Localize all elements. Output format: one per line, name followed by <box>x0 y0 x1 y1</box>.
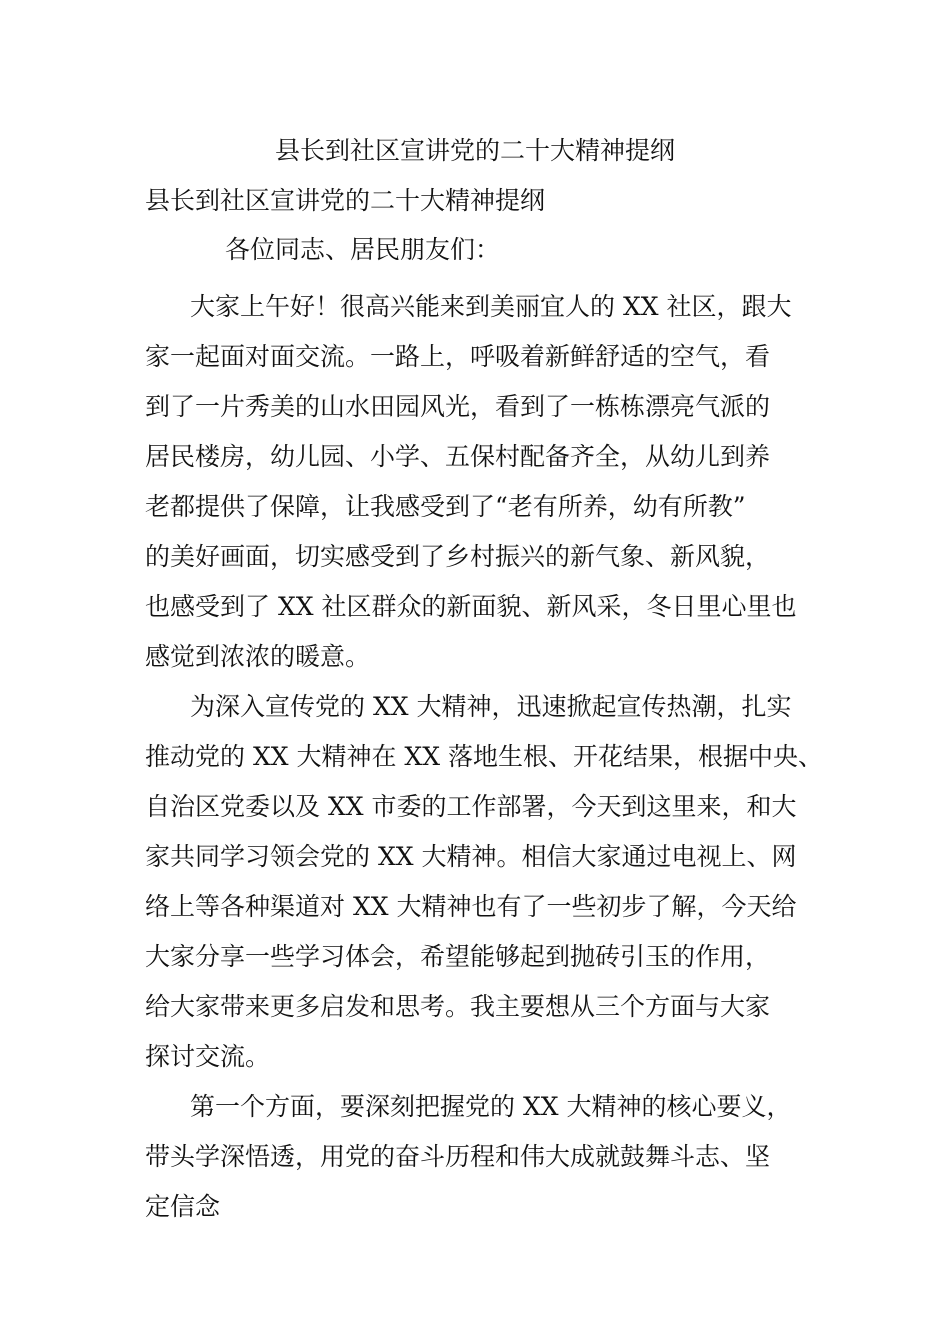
salutation: 各位同志、居民朋友们： <box>225 235 501 264</box>
paragraph-2 <box>145 682 835 1082</box>
paragraph-line: 的美好画面，切实感受到了乡村振兴的新气象、新风貌， <box>145 542 771 571</box>
document-title: 县长到社区宣讲党的二十大精神提纲 <box>274 136 675 165</box>
paragraph-1 <box>145 282 835 682</box>
paragraph-line: 带头学深悟透，用党的奋斗历程和伟大成就鼓舞斗志、坚 <box>145 1142 771 1171</box>
document-subtitle: 县长到社区宣讲党的二十大精神提纲 <box>145 186 546 215</box>
paragraph-line: 大家分享一些学习体会，希望能够起到抛砖引玉的作用， <box>145 942 771 971</box>
paragraph-line: 也感受到了 XX 社区群众的新面貌、新风采，冬日里心里也 <box>145 592 797 621</box>
paragraph-line: 到了一片秀美的山水田园风光，看到了一栋栋漂亮气派的 <box>145 392 771 421</box>
paragraph-line: 给大家带来更多启发和思考。我主要想从三个方面与大家 <box>145 992 771 1021</box>
paragraph-line: 为深入宣传党的 XX 大精神，迅速掀起宣传热潮，扎实 <box>190 692 792 721</box>
paragraph-line: 家共同学习领会党的 XX 大精神。相信大家通过电视上、网 <box>145 842 797 871</box>
paragraph-line: 定信念 <box>145 1192 221 1221</box>
paragraph-line: 探讨交流。 <box>145 1042 271 1071</box>
paragraph-line: 家一起面对面交流。一路上，呼吸着新鲜舒适的空气，看 <box>145 342 771 371</box>
paragraph-line: 自治区党委以及 XX 市委的工作部署，今天到这里来，和大 <box>145 792 797 821</box>
paragraph-line: 感觉到浓浓的暖意。 <box>145 642 371 671</box>
paragraph-3 <box>145 1082 835 1232</box>
paragraph-line: 老都提供了保障，让我感受到了“老有所养，幼有所教” <box>145 492 746 521</box>
document-body <box>145 282 835 1232</box>
paragraph-line: 大家上午好！很高兴能来到美丽宜人的 XX 社区，跟大 <box>190 292 792 321</box>
paragraph-line: 推动党的 XX 大精神在 XX 落地生根、开花结果，根据中央、 <box>145 742 823 771</box>
paragraph-line: 居民楼房，幼儿园、小学、五保村配备齐全，从幼儿到养 <box>145 442 771 471</box>
paragraph-line: 络上等各种渠道对 XX 大精神也有了一些初步了解，今天给 <box>145 892 797 921</box>
paragraph-line: 第一个方面，要深刻把握党的 XX 大精神的核心要义， <box>190 1092 792 1121</box>
